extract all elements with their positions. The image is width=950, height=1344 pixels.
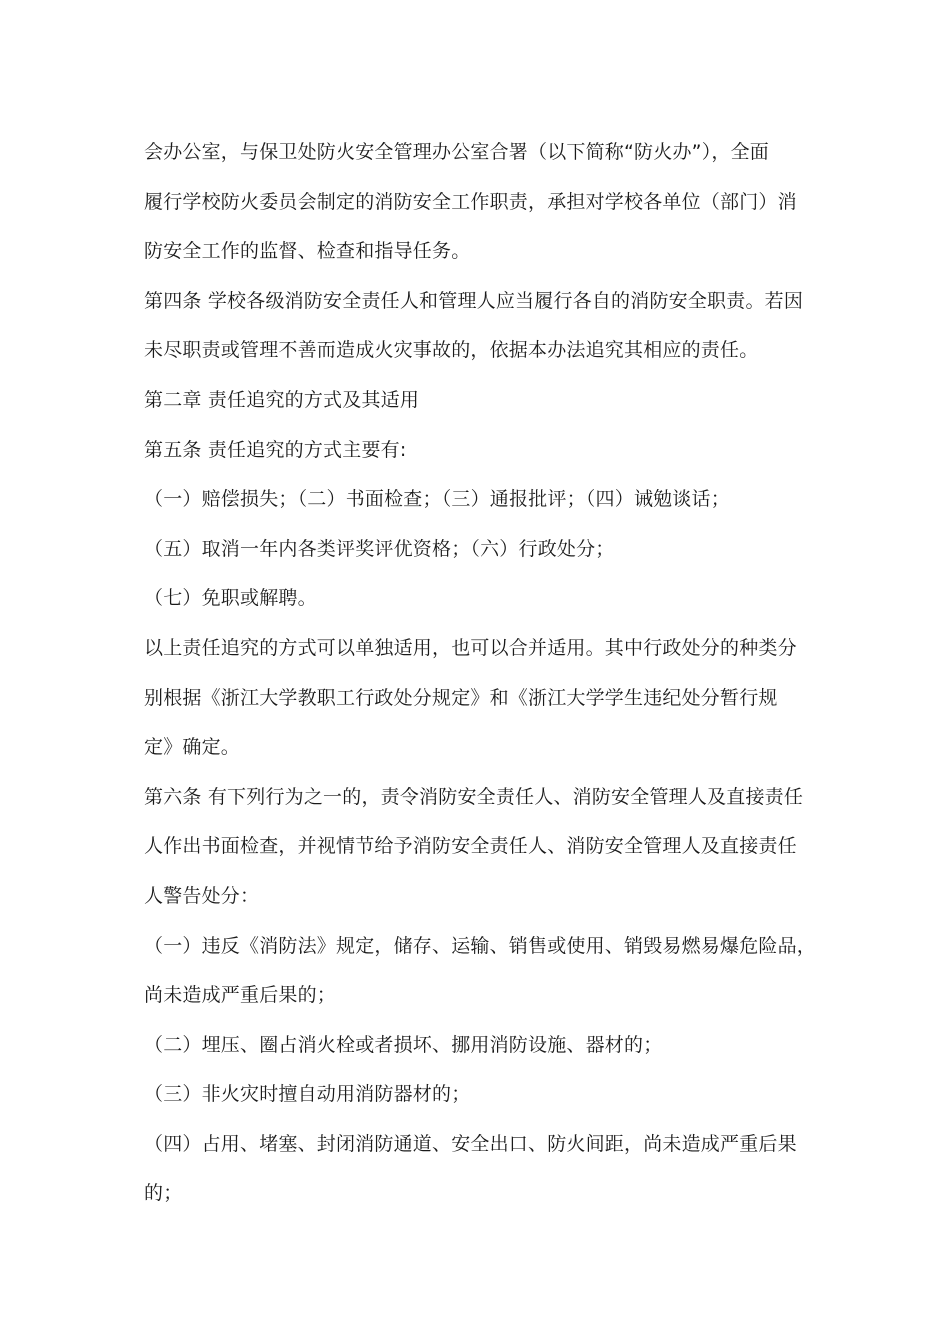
list-item: （二）埋压、圈占消火栓或者损坏、挪用消防设施、器材的；: [144, 1033, 663, 1056]
list-item: （一）赔偿损失；（二）书面检查；（三）通报批评；（四）诫勉谈话；: [144, 488, 730, 511]
article-5-line: 第五条 责任追究的方式主要有:: [144, 438, 407, 461]
list-item: （五）取消一年内各类评奖评优资格；（六）行政处分；: [144, 537, 615, 560]
text-line: 别根据《浙江大学教职工行政处分规定》和《浙江大学学生违纪处分暂行规: [144, 686, 778, 709]
text-line: 的；: [144, 1182, 183, 1205]
list-item: （三）非火灾时擅自动用消防器材的；: [144, 1083, 471, 1106]
list-item: （四）占用、堵塞、封闭消防通道、安全出口、防火间距，尚未造成严重后果: [144, 1132, 797, 1155]
text-line: 尚未造成严重后果的；: [144, 984, 337, 1007]
article-6-line: 第六条 有下列行为之一的，责令消防安全责任人、消防安全管理人及直接责任: [144, 785, 804, 808]
list-item: （一）违反《消防法》规定，储存、运输、销售或使用、销毁易燃易爆危险品，: [144, 934, 817, 957]
text-line: 定》确定。: [144, 736, 241, 759]
text-line: 未尽职责或管理不善而造成火灾事故的，依据本办法追究其相应的责任。: [144, 339, 759, 362]
document-body: [144, 128, 824, 1219]
text-line: 会办公室，与保卫处防火安全管理办公室合署（以下简称“防火办”），全面: [144, 141, 769, 163]
article-4-line: 第四条 学校各级消防安全责任人和管理人应当履行各自的消防安全职责。若因: [144, 289, 804, 312]
text-line: 防安全工作的监督、检查和指导任务。: [144, 240, 471, 263]
text-line: 以上责任追究的方式可以单独适用，也可以合并适用。其中行政处分的种类分: [144, 636, 797, 659]
text-line: 人警告处分：: [144, 884, 260, 907]
list-item: （七）免职或解聘。: [144, 587, 317, 610]
text-line: 人作出书面检查，并视情节给予消防安全责任人、消防安全管理人及直接责任: [144, 835, 797, 858]
chapter-2-heading: 第二章 责任追究的方式及其适用: [144, 388, 420, 411]
text-line: 履行学校防火委员会制定的消防安全工作职责，承担对学校各单位（部门）消: [144, 190, 797, 213]
